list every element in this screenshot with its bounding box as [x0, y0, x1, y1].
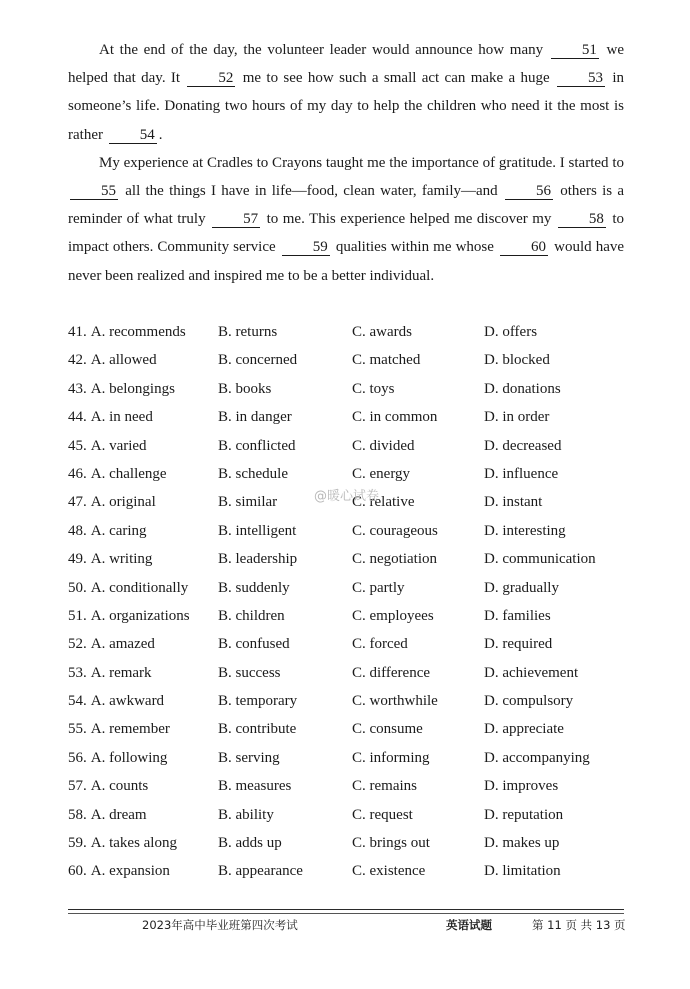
option-d: D. decreased: [484, 437, 562, 454]
question-row: [68, 659, 628, 687]
option-d: D. offers: [484, 324, 538, 340]
option-b: B. temporary: [218, 693, 298, 710]
question-number: 57.: [68, 778, 87, 795]
question-row: [68, 403, 628, 431]
option-c: C. partly: [352, 579, 405, 596]
question-number-and-option-a: [68, 801, 147, 829]
option-c: C. in common: [352, 409, 438, 426]
question-row: [68, 432, 628, 460]
watermark: @暖心试卷: [314, 489, 380, 504]
footer-rule: [68, 909, 624, 910]
cloze-passage: [68, 36, 624, 290]
option-a: A. amazed: [90, 636, 155, 653]
footer-page-number: 第 11 页 共 13 页: [532, 918, 626, 932]
question-row: [68, 630, 628, 658]
option-a: A. in need: [90, 409, 153, 426]
passage-text: we helped that day. It: [68, 42, 625, 87]
option-c: C. worthwhile: [352, 693, 438, 710]
option-c: C. informing: [352, 749, 430, 766]
option-c: C. awards: [352, 324, 412, 340]
question-number-and-option-a: [68, 744, 167, 772]
blank-58: 58: [558, 211, 606, 228]
question-number-and-option-a: [68, 829, 177, 857]
passage-text: others is a reminder of what truly: [68, 183, 625, 228]
option-c: C. brings out: [352, 835, 430, 852]
option-d: D. limitation: [484, 863, 561, 880]
option-d: D. instant: [484, 494, 543, 511]
question-row: [68, 517, 628, 545]
question-number-and-option-a: [68, 659, 152, 687]
question-row: [68, 375, 628, 403]
option-b: B. in danger: [218, 409, 292, 426]
option-c: C. remains: [352, 778, 417, 795]
question-number-and-option-a: [68, 630, 155, 658]
question-number: 47.: [68, 494, 87, 511]
option-a: A. counts: [90, 778, 149, 795]
question-number: 60.: [68, 863, 87, 880]
option-a: A. awkward: [90, 693, 165, 710]
option-b: B. concerned: [218, 352, 298, 369]
question-number: 41.: [68, 324, 87, 340]
option-b: B. measures: [218, 778, 292, 795]
option-d: D. families: [484, 607, 551, 624]
option-c: C. energy: [352, 465, 411, 482]
question-number-and-option-a: [68, 318, 186, 346]
question-number-and-option-a: [68, 857, 170, 885]
question-row: [68, 772, 628, 800]
question-number: 46.: [68, 465, 87, 482]
option-b: B. confused: [218, 636, 290, 653]
option-d: D. communication: [484, 551, 596, 568]
option-c: C. consume: [352, 721, 423, 738]
question-row: [68, 602, 628, 630]
option-d: D. required: [484, 636, 553, 653]
option-a: A. original: [90, 494, 156, 511]
option-a: A. varied: [90, 437, 147, 454]
option-a: A. organizations: [90, 607, 190, 624]
question-row: [68, 346, 628, 374]
question-number-and-option-a: [68, 403, 153, 431]
option-d: D. improves: [484, 778, 559, 795]
passage-text: to impact others. Community service: [68, 211, 625, 256]
option-a: A. remark: [90, 664, 152, 681]
option-a: A. allowed: [90, 352, 157, 369]
passage-text: me to see how such a small act can make a huge: [242, 70, 550, 87]
option-c: C. forced: [352, 636, 408, 653]
option-d: D. makes up: [484, 835, 560, 852]
option-b: B. serving: [218, 749, 280, 766]
question-number: 43.: [68, 380, 87, 397]
blank-56: 56: [505, 183, 553, 200]
question-number: 49.: [68, 551, 87, 568]
passage-text: .: [158, 126, 163, 143]
passage-paragraph-1: [68, 36, 624, 149]
question-number: 58.: [68, 806, 87, 823]
question-number-and-option-a: [68, 687, 164, 715]
option-a: A. takes along: [90, 835, 177, 852]
blank-51: 51: [551, 42, 599, 59]
question-number-and-option-a: [68, 488, 156, 516]
option-b: B. appearance: [218, 863, 303, 880]
option-d: D. reputation: [484, 806, 564, 823]
question-number: 55.: [68, 721, 87, 738]
footer-rule-thin: [68, 913, 624, 914]
passage-text: all the things I have in life—food, clean water, family—and: [125, 183, 498, 200]
option-c: C. courageous: [352, 522, 438, 539]
option-d: D. gradually: [484, 579, 559, 596]
option-d: D. interesting: [484, 522, 566, 539]
question-number-and-option-a: [68, 460, 167, 488]
question-number-and-option-a: [68, 545, 152, 573]
passage-text: At the end of the day, the volunteer leader would announce how many: [99, 42, 544, 58]
passage-paragraph-2: [68, 149, 624, 290]
option-c: C. relative: [352, 494, 415, 511]
question-number: 54.: [68, 693, 87, 710]
question-row: [68, 574, 628, 602]
question-number: 48.: [68, 522, 87, 539]
option-b: B. schedule: [218, 465, 288, 482]
question-number-and-option-a: [68, 517, 147, 545]
question-number: 59.: [68, 835, 87, 852]
footer-subject: 英语试题: [446, 918, 492, 932]
blank-55: 55: [70, 183, 118, 200]
question-number-and-option-a: [68, 772, 148, 800]
question-number-and-option-a: [68, 715, 170, 743]
question-row: [68, 545, 628, 573]
option-a: A. challenge: [90, 465, 167, 482]
option-d: D. compulsory: [484, 693, 574, 710]
option-b: B. suddenly: [218, 579, 290, 596]
option-d: D. accompanying: [484, 749, 590, 766]
option-c: C. existence: [352, 863, 426, 880]
option-a: A. remember: [90, 721, 170, 738]
option-a: A. recommends: [90, 324, 186, 340]
blank-60: 60: [500, 239, 548, 256]
blank-52: 52: [187, 70, 235, 87]
option-b: B. adds up: [218, 835, 282, 852]
option-a: A. expansion: [90, 863, 170, 880]
option-a: A. caring: [90, 522, 147, 539]
option-b: B. conflicted: [218, 437, 296, 454]
question-number: 50.: [68, 579, 87, 596]
question-number-and-option-a: [68, 574, 188, 602]
passage-text: to me. This experience helped me discover my: [266, 211, 552, 228]
option-c: C. difference: [352, 664, 431, 681]
blank-54: 54: [109, 127, 157, 144]
option-a: A. dream: [90, 806, 147, 823]
question-number: 42.: [68, 352, 87, 369]
blank-53: 53: [557, 70, 605, 87]
option-b: B. similar: [218, 494, 278, 511]
question-row: [68, 801, 628, 829]
option-b: B. ability: [218, 806, 274, 823]
question-row: [68, 715, 628, 743]
option-d: D. blocked: [484, 352, 550, 369]
question-row: [68, 687, 628, 715]
option-c: C. divided: [352, 437, 415, 454]
question-number-and-option-a: [68, 602, 190, 630]
option-d: D. in order: [484, 409, 550, 426]
option-c: C. toys: [352, 380, 395, 397]
option-b: B. returns: [218, 324, 278, 340]
option-a: A. writing: [90, 551, 153, 568]
option-c: C. employees: [352, 607, 434, 624]
option-c: C. matched: [352, 352, 421, 369]
question-number-and-option-a: [68, 346, 157, 374]
question-number: 53.: [68, 664, 87, 681]
question-number-and-option-a: [68, 432, 147, 460]
option-b: B. children: [218, 607, 285, 624]
option-a: A. conditionally: [90, 579, 189, 596]
option-d: D. achievement: [484, 664, 579, 681]
question-number: 44.: [68, 409, 87, 426]
option-d: D. donations: [484, 380, 561, 397]
answer-options: [68, 318, 628, 886]
option-b: B. leadership: [218, 551, 298, 568]
option-b: B. contribute: [218, 721, 297, 738]
option-c: C. negotiation: [352, 551, 437, 568]
passage-text: My experience at Cradles to Crayons taught me the importance of gratitude. I started to: [99, 154, 624, 171]
passage-text: qualities within me whose: [335, 239, 494, 256]
question-number-and-option-a: [68, 375, 175, 403]
passage-text: would have never been realized and inspired me to be a better individual.: [68, 239, 625, 284]
question-number: 52.: [68, 636, 87, 653]
option-c: C. request: [352, 806, 413, 823]
question-row: [68, 318, 628, 346]
blank-57: 57: [212, 211, 260, 228]
option-b: B. intelligent: [218, 522, 297, 539]
question-row: [68, 744, 628, 772]
question-number: 56.: [68, 749, 87, 766]
question-row: [68, 829, 628, 857]
option-a: A. belongings: [90, 380, 175, 397]
question-number: 51.: [68, 607, 87, 624]
passage-text: in someone’s life. Donating two hours of my day to help the children who need it the most is rather: [68, 70, 625, 143]
question-number: 45.: [68, 437, 87, 454]
option-a: A. following: [90, 749, 168, 766]
footer-exam-title: 2023年高中毕业班第四次考试: [142, 918, 298, 932]
option-b: B. success: [218, 664, 281, 681]
question-row: [68, 857, 628, 885]
option-d: D. appreciate: [484, 721, 564, 738]
option-d: D. influence: [484, 465, 559, 482]
option-b: B. books: [218, 380, 272, 397]
blank-59: 59: [282, 239, 330, 256]
